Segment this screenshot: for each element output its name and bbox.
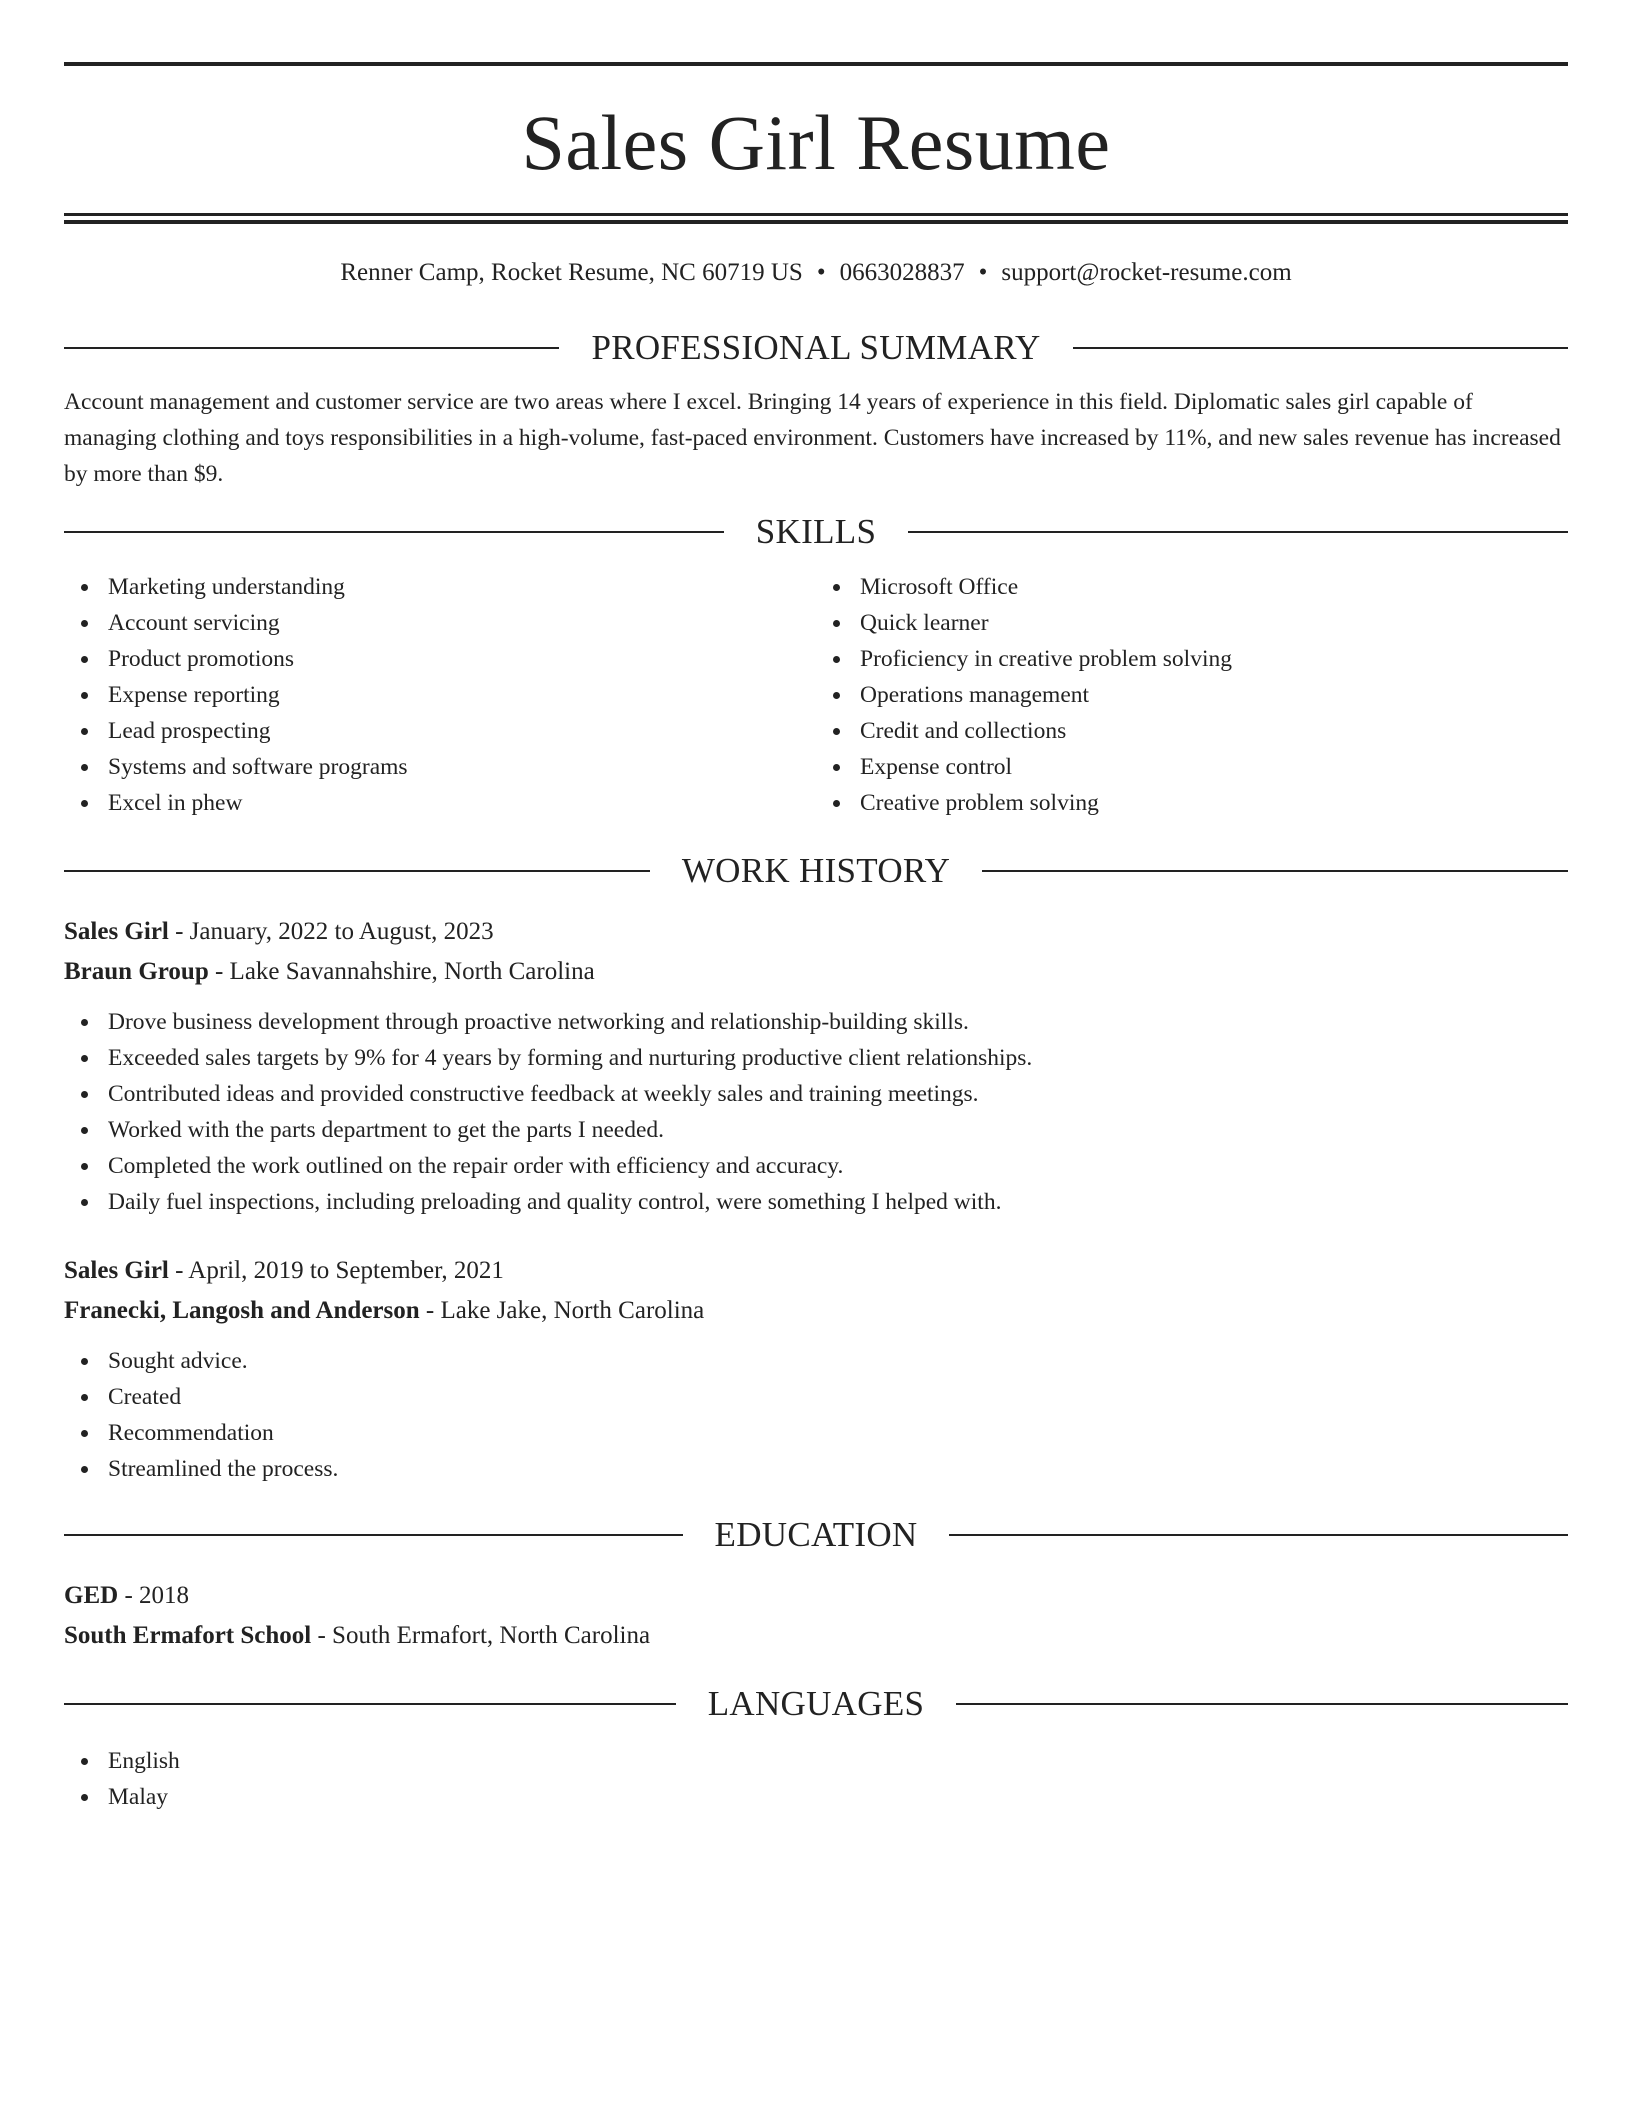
summary-text: Account management and customer service are two areas where I excel. Bringing 14 years of experience in this field. Diplomatic sales girl capable of managing clothing and toys responsibilities in a high-volume, fast-paced environment. Customers have increased by 11%, and new sales revenue has increased by more than $9. — [64, 389, 1561, 487]
contact-line — [64, 258, 1568, 288]
skills-heading — [64, 514, 1568, 549]
heading-rule — [908, 531, 1568, 533]
contact-phone: 0663028837 — [839, 259, 965, 286]
job-entry — [64, 1251, 1568, 1487]
job-dates: - January, 2022 to August, 2023 — [168, 918, 494, 945]
job-bullet: Created — [108, 1379, 1568, 1415]
degree: GED — [64, 1582, 119, 1609]
job-bullet: Worked with the parts department to get the parts I needed. — [108, 1112, 1568, 1148]
skill-item: Marketing understanding — [108, 569, 816, 605]
skill-item: Quick learner — [860, 605, 1568, 641]
summary-heading — [64, 330, 1568, 365]
work-heading — [64, 853, 1568, 888]
heading-rule — [64, 347, 559, 349]
job-bullet: Contributed ideas and provided constructive feedback at weekly sales and training meetings. — [108, 1076, 1568, 1112]
contact-address: Renner Camp, Rocket Resume, NC 60719 US — [340, 259, 803, 286]
heading-rule — [64, 531, 724, 533]
skills-column-right — [816, 569, 1568, 821]
skill-item: Account servicing — [108, 605, 816, 641]
page-title: Sales Girl Resume — [521, 99, 1111, 186]
job-company: Braun Group — [64, 958, 209, 985]
job-location: - Lake Jake, North Carolina — [419, 1297, 705, 1324]
education-heading-label: EDUCATION — [714, 1515, 918, 1554]
top-rule — [64, 62, 1568, 66]
job-location: - Lake Savannahshire, North Carolina — [208, 958, 595, 985]
title-double-rule — [64, 213, 1568, 224]
school-location: - South Ermafort, North Carolina — [311, 1622, 651, 1649]
heading-rule — [956, 1703, 1568, 1705]
degree-year: - 2018 — [118, 1582, 190, 1609]
job-bullet: Completed the work outlined on the repair order with efficiency and accuracy. — [108, 1148, 1568, 1184]
heading-rule — [982, 870, 1568, 872]
job-entry — [64, 912, 1568, 1220]
skill-item: Systems and software programs — [108, 749, 816, 785]
heading-rule — [1073, 347, 1568, 349]
job-bullet: Sought advice. — [108, 1343, 1568, 1379]
skills-heading-label: SKILLS — [755, 512, 877, 551]
skill-item: Microsoft Office — [860, 569, 1568, 605]
heading-rule — [64, 1703, 676, 1705]
skill-item: Credit and collections — [860, 713, 1568, 749]
job-bullet: Exceeded sales targets by 9% for 4 years by forming and nurturing productive client relationships. — [108, 1040, 1568, 1076]
language-item: Malay — [108, 1779, 1568, 1815]
skills-column-left — [64, 569, 816, 821]
skill-item: Expense reporting — [108, 677, 816, 713]
degree-line — [64, 1576, 1568, 1616]
contact-email: support@rocket-resume.com — [1001, 259, 1292, 286]
skill-item: Expense control — [860, 749, 1568, 785]
work-heading-label: WORK HISTORY — [681, 851, 951, 890]
education-entry — [64, 1576, 1568, 1656]
job-company: Franecki, Langosh and Anderson — [64, 1297, 420, 1324]
job-title: Sales Girl — [64, 1257, 169, 1284]
skill-item: Excel in phew — [108, 785, 816, 821]
job-company-line — [64, 1291, 1568, 1331]
skills-list — [64, 569, 1568, 821]
job-company-line — [64, 952, 1568, 992]
job-title: Sales Girl — [64, 918, 169, 945]
skill-item: Product promotions — [108, 641, 816, 677]
job-bullet: Drove business development through proactive networking and relationship-building skills. — [108, 1004, 1568, 1040]
job-title-line — [64, 1251, 1568, 1291]
language-item: English — [108, 1743, 1568, 1779]
summary-heading-label: PROFESSIONAL SUMMARY — [591, 328, 1041, 367]
heading-rule — [949, 1534, 1568, 1536]
school-name: South Ermafort School — [64, 1622, 312, 1649]
job-bullets — [64, 1343, 1568, 1487]
job-dates: - April, 2019 to September, 2021 — [168, 1257, 504, 1284]
heading-rule — [64, 870, 650, 872]
education-heading — [64, 1517, 1568, 1552]
contact-separator: • — [816, 259, 826, 286]
languages-heading — [64, 1686, 1568, 1721]
skill-item: Proficiency in creative problem solving — [860, 641, 1568, 677]
languages-heading-label: LANGUAGES — [707, 1684, 925, 1723]
school-line — [64, 1616, 1568, 1656]
skill-item: Creative problem solving — [860, 785, 1568, 821]
contact-separator: • — [978, 259, 988, 286]
skill-item: Operations management — [860, 677, 1568, 713]
job-bullet: Daily fuel inspections, including preloading and quality control, were something I helped with. — [108, 1184, 1568, 1220]
job-title-line — [64, 912, 1568, 952]
languages-list — [64, 1743, 1568, 1815]
job-bullet: Recommendation — [108, 1415, 1568, 1451]
heading-rule — [64, 1534, 683, 1536]
job-bullets — [64, 1004, 1568, 1220]
skill-item: Lead prospecting — [108, 713, 816, 749]
job-bullet: Streamlined the process. — [108, 1451, 1568, 1487]
